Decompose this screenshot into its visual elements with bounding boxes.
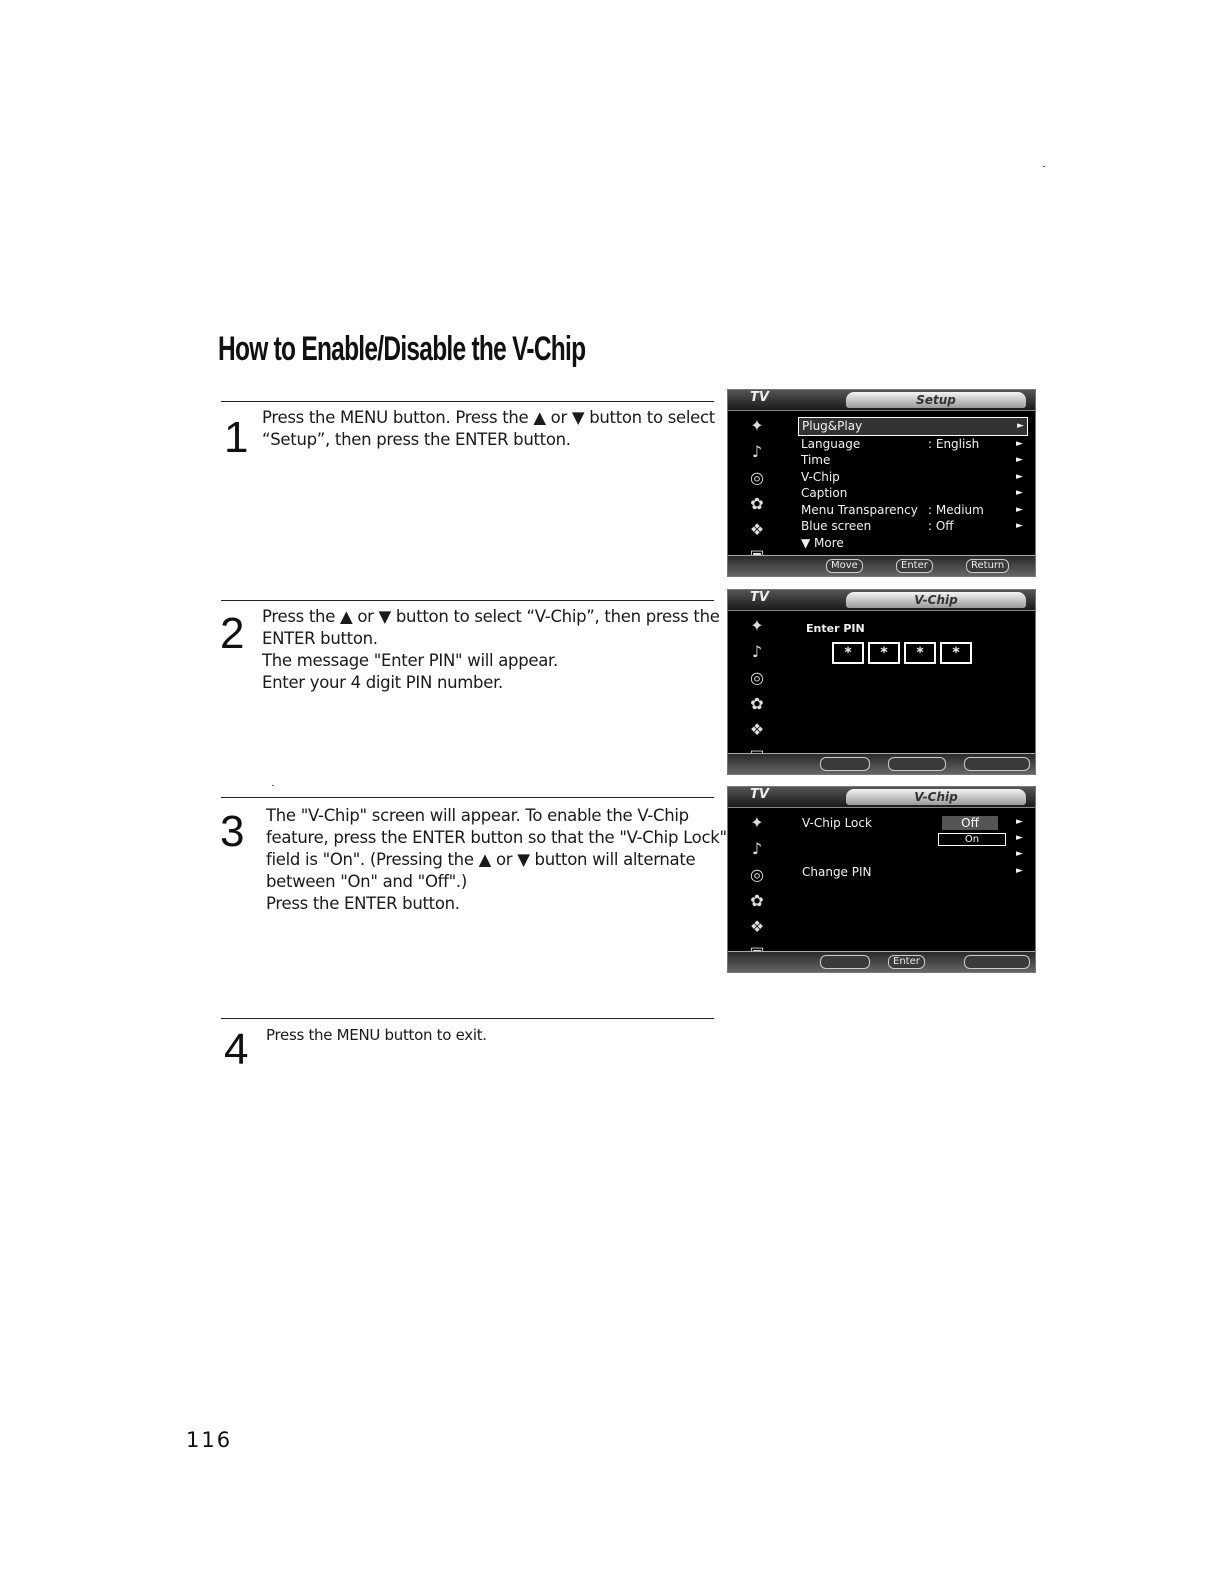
- enter-hint-icon: [888, 757, 946, 771]
- menu-item-time[interactable]: [798, 452, 1028, 469]
- vchip-arrow: ►: [1016, 866, 1023, 876]
- chevron-right-icon: ►: [1016, 438, 1023, 449]
- chevron-right-icon: ►: [1017, 421, 1024, 431]
- picture-icon: ✦: [750, 416, 764, 435]
- chevron-right-icon: ►: [1016, 488, 1023, 498]
- vchip-arrow: ►: [1016, 833, 1023, 843]
- menu-item-language[interactable]: [798, 436, 1028, 453]
- screen-top-bar: [728, 390, 1035, 411]
- step-1-rule: [221, 401, 714, 402]
- input-icon: ❖: [749, 720, 765, 739]
- tv-mode-label: TV: [750, 390, 769, 405]
- screen-bottom-bar: [728, 951, 1035, 972]
- menu-icon-column: [744, 416, 770, 572]
- enter-hint: Enter: [888, 955, 925, 969]
- step-4-text: [266, 1024, 487, 1046]
- pin-digit-box[interactable]: *: [904, 642, 936, 664]
- channel-icon: ◎: [750, 865, 764, 884]
- sound-icon: ♪: [751, 442, 763, 461]
- menu-item-value: : Medium: [928, 502, 984, 517]
- speck: [272, 785, 274, 786]
- step-1-line: Press the MENU button. Press the ▲ or ▼ button to select: [262, 408, 715, 427]
- step-4-line: Press the MENU button to exit.: [266, 1026, 487, 1044]
- vchip-arrow: ►: [1016, 817, 1023, 827]
- picture-icon: ✦: [750, 616, 764, 635]
- menu-item-label: ▼ More: [801, 535, 844, 550]
- setup-menu-list: [798, 417, 1028, 551]
- chevron-right-icon: ►: [1016, 471, 1023, 482]
- vchip-lock-label[interactable]: V-Chip Lock: [802, 816, 872, 830]
- change-pin-item[interactable]: Change PIN: [802, 865, 872, 879]
- screen-top-bar: [728, 590, 1035, 611]
- step-1-text: [262, 407, 715, 451]
- step-2-line: The message "Enter PIN" will appear.: [262, 651, 558, 670]
- step-2-number: 2: [220, 609, 245, 658]
- vchip-lock-option[interactable]: On: [938, 833, 1006, 846]
- step-4-number: 4: [224, 1025, 249, 1074]
- sound-icon: ♪: [751, 642, 763, 661]
- tab-setup: Setup: [846, 392, 1026, 408]
- tv-mode-label: TV: [750, 590, 769, 605]
- tv-mode-label: TV: [750, 787, 769, 802]
- step-2-rule: [221, 600, 714, 601]
- return-hint-icon: [964, 955, 1030, 969]
- input-icon: ❖: [749, 917, 765, 936]
- pin-digit-box[interactable]: *: [832, 642, 864, 664]
- pin-digit-box[interactable]: *: [868, 642, 900, 664]
- pin-digit-box[interactable]: *: [940, 642, 972, 664]
- step-3-line: field is "On". (Pressing the ▲ or ▼ button will alternate: [266, 850, 696, 869]
- move-hint-icon: [820, 955, 870, 969]
- step-2-line: Enter your 4 digit PIN number.: [262, 673, 503, 692]
- menu-item-label: Time: [801, 453, 831, 467]
- menu-item-value: : Off: [928, 519, 954, 533]
- step-2-text: [262, 606, 720, 694]
- step-1-number: 1: [224, 413, 249, 462]
- screen-top-bar: [728, 787, 1035, 808]
- speck: [1043, 166, 1045, 167]
- menu-item-label: Language: [801, 436, 861, 451]
- menu-item-label: Plug&Play: [802, 419, 863, 433]
- menu-item-plugplay[interactable]: [798, 417, 1028, 436]
- menu-item-label: Caption: [801, 486, 848, 500]
- chevron-right-icon: ►: [1016, 504, 1023, 515]
- menu-item-vchip[interactable]: [798, 469, 1028, 486]
- screen-bottom-bar: [728, 753, 1035, 774]
- vchip-lock-value[interactable]: Off: [942, 816, 998, 830]
- step-3-line: Press the ENTER button.: [266, 894, 460, 913]
- tab-vchip: V-Chip: [846, 789, 1026, 805]
- move-hint: Move: [826, 559, 863, 573]
- page-title: How to Enable/Disable the V-Chip: [218, 330, 586, 368]
- menu-item-label: Menu Transparency: [801, 502, 918, 517]
- step-3-line: The "V-Chip" screen will appear. To enable the V-Chip: [266, 806, 689, 825]
- menu-item-blue-screen[interactable]: [798, 518, 1028, 535]
- step-4-rule: [221, 1018, 714, 1019]
- menu-icon-column: [744, 616, 770, 772]
- enter-pin-label: Enter PIN: [806, 622, 865, 635]
- chevron-right-icon: ►: [1016, 455, 1023, 465]
- step-1-line: “Setup”, then press the ENTER button.: [262, 430, 571, 449]
- return-hint: Return: [966, 559, 1009, 573]
- picture-icon: ✦: [750, 813, 764, 832]
- return-hint-icon: [964, 757, 1030, 771]
- menu-icon-column: [744, 813, 770, 969]
- menu-item-value: : English: [928, 436, 980, 451]
- step-2-line: ENTER button.: [262, 629, 378, 648]
- input-icon: ❖: [749, 520, 765, 539]
- tab-vchip: V-Chip: [846, 592, 1026, 608]
- setup-icon: ✿: [750, 494, 764, 513]
- move-hint-icon: [820, 757, 870, 771]
- menu-item-label: Blue screen: [801, 519, 872, 533]
- step-2-line: Press the ▲ or ▼ button to select “V-Chip”, then press the: [262, 607, 720, 626]
- channel-icon: ◎: [750, 668, 764, 687]
- setup-menu-screen: [727, 389, 1036, 577]
- channel-icon: ◎: [750, 468, 764, 487]
- menu-item-label: V-Chip: [801, 469, 840, 484]
- setup-icon: ✿: [750, 694, 764, 713]
- screen-bottom-bar: [728, 555, 1035, 576]
- vchip-arrow: ►: [1016, 849, 1023, 859]
- enter-pin-screen: [727, 589, 1036, 775]
- menu-item-more[interactable]: [798, 535, 1028, 552]
- page-number: 116: [186, 1428, 233, 1452]
- pin-entry[interactable]: [832, 642, 976, 664]
- menu-item-menu-transparency[interactable]: [798, 502, 1028, 519]
- menu-item-caption[interactable]: [798, 485, 1028, 502]
- step-3-rule: [221, 797, 714, 798]
- step-3-number: 3: [220, 807, 245, 856]
- sound-icon: ♪: [751, 839, 763, 858]
- step-3-line: between "On" and "Off".): [266, 872, 468, 891]
- chevron-right-icon: ►: [1016, 521, 1023, 531]
- vchip-screen: [727, 786, 1036, 973]
- enter-hint: Enter: [896, 559, 933, 573]
- setup-icon: ✿: [750, 891, 764, 910]
- step-3-line: feature, press the ENTER button so that the "V-Chip Lock": [266, 828, 727, 847]
- step-3-text: [266, 805, 727, 915]
